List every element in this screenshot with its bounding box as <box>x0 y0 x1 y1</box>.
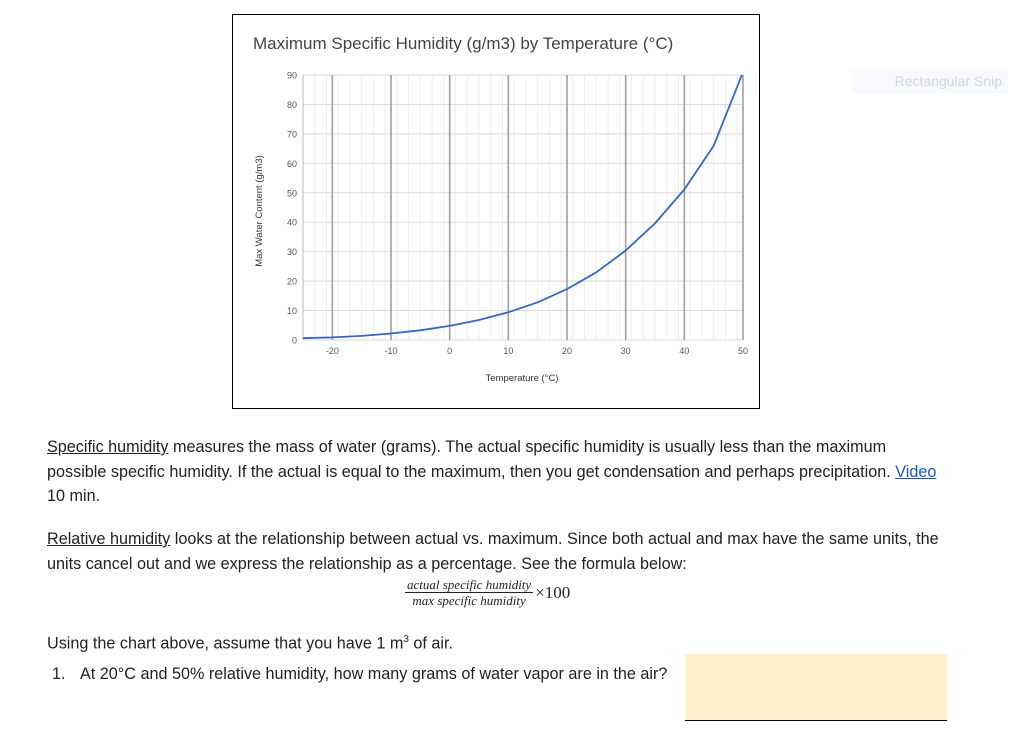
question-text: At 20°C and 50% relative humidity, how many grams of water vapor are in the air? <box>80 665 668 683</box>
y-tick-label: 0 <box>291 335 297 346</box>
formula-denominator: max specific humidity <box>412 593 526 608</box>
question-number: 1. <box>52 665 66 683</box>
specific-humidity-term: Specific humidity <box>47 438 169 456</box>
humidity-chart <box>233 15 761 410</box>
chart-title: Maximum Specific Humidity (g/m3) by Temperature (°C) <box>253 34 674 53</box>
formula-multiplier: ×100 <box>535 582 571 602</box>
y-tick-label: 50 <box>286 188 297 199</box>
video-duration: 10 min. <box>47 487 101 505</box>
specific-humidity-paragraph <box>47 435 947 509</box>
y-tick-label: 40 <box>286 217 297 228</box>
y-tick-label: 80 <box>286 99 297 110</box>
x-tick-label: 10 <box>503 346 514 356</box>
x-tick-label: -20 <box>325 346 339 356</box>
relative-humidity-term: Relative humidity <box>47 530 171 548</box>
x-tick-label: 20 <box>561 346 573 356</box>
x-axis-label: Temperature (°C) <box>485 373 559 384</box>
chart-instruction-paragraph <box>47 628 947 656</box>
y-axis-label: Max Water Content (g/m3) <box>254 155 265 267</box>
relative-humidity-formula <box>405 577 570 608</box>
y-tick-label: 90 <box>286 70 297 81</box>
y-tick-label: 70 <box>286 129 297 140</box>
chart-container <box>232 14 760 409</box>
relative-humidity-paragraph <box>47 527 947 576</box>
x-tick-label: -10 <box>384 346 398 356</box>
specific-humidity-text: measures the mass of water (grams). The actual specific humidity is usually less than the maximum possible specific humidity. If the actual is equal to the maximum, then you get condensation and perhaps precipitation. <box>47 438 896 481</box>
x-tick-label: 50 <box>737 346 749 356</box>
y-tick-label: 30 <box>286 247 297 258</box>
relative-humidity-text: looks at the relationship between actual vs. maximum. Since both actual and max have the same units, the units cancel out and we express the relationship as a percentage. See the formula below: <box>47 530 939 573</box>
answer-field[interactable] <box>685 654 947 721</box>
formula-numerator: actual specific humidity <box>407 577 532 592</box>
video-link[interactable]: Video <box>895 462 937 481</box>
rectangular-snip-label[interactable]: Rectangular Snip <box>852 70 1008 93</box>
humidity-series-line <box>303 72 743 338</box>
cubic-superscript: 3 <box>403 634 409 645</box>
x-tick-label: 0 <box>447 346 453 356</box>
formula-fraction <box>405 577 533 608</box>
y-tick-label: 20 <box>286 276 297 287</box>
instruction-text-end: of air. <box>408 634 453 653</box>
y-tick-label: 10 <box>286 306 297 317</box>
x-tick-label: 30 <box>620 346 631 356</box>
y-tick-label: 60 <box>286 158 297 169</box>
x-tick-label: 40 <box>679 346 690 356</box>
instruction-text: Using the chart above, assume that you have 1 m <box>47 634 404 653</box>
